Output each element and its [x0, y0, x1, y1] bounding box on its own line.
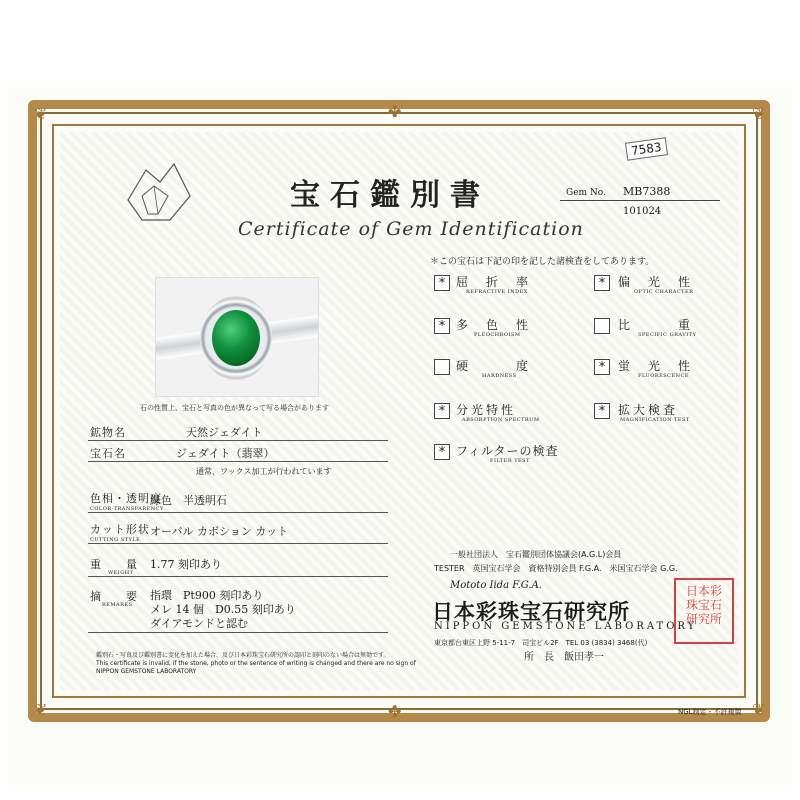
- certificate-title: 宝石鑑別書: [290, 178, 490, 213]
- test-label: 比 重: [618, 318, 694, 332]
- test-label-en: SPECIFIC GRAVITY: [638, 332, 697, 338]
- detail-value: 1.77 刻印あり: [150, 558, 222, 571]
- detail-value: ダイアモンドと認む: [150, 617, 249, 630]
- test-label: 偏 光 性: [618, 275, 694, 289]
- gem-photo: [155, 277, 319, 397]
- corner-ornament-icon: ❦: [752, 700, 766, 719]
- tester-line: TESTER 英国宝石学会 資格特別会員 F.G.A. 米国宝石学会 G.G.: [434, 564, 678, 573]
- corner-ornament-icon: ❦: [752, 104, 766, 123]
- test-checkbox: *: [434, 444, 450, 460]
- row-line: [88, 461, 388, 462]
- test-checkbox: *: [594, 359, 610, 375]
- laboratory-address: 東京都台東区上野 5-11-7 司宝ビル2F TEL 03 (3834) 3468(代): [434, 639, 648, 647]
- detail-label: 摘 要: [90, 590, 138, 603]
- laboratory-name-jp: 日本彩珠宝石研究所: [432, 600, 630, 624]
- test-label: 多 色 性: [456, 318, 532, 332]
- photo-note: 石の性質上、宝石と写真の色が異なって写る場合があります: [140, 404, 329, 412]
- test-label-en: MAGNIFICATION TEST: [620, 417, 690, 423]
- jade-cabochon: [212, 310, 260, 366]
- row-line: [88, 512, 388, 513]
- director-name: 所 長 飯田孝一: [524, 652, 604, 663]
- detail-label-en: CUTTING STYLE: [90, 537, 141, 543]
- tests-heading: ＊この宝石は下記の印を記した諸検査をしてあります。: [430, 257, 655, 267]
- detail-value: 指環 Pt900 刻印あり: [150, 589, 264, 602]
- footer-note: NGL制定・不許複製: [678, 708, 742, 716]
- test-label-en: FLUORESCENCE: [638, 373, 689, 379]
- detail-label: 鉱物名: [90, 426, 126, 439]
- signature: Mototo Iida F.G.A.: [450, 580, 542, 591]
- gem-no-value: MB7388: [623, 185, 671, 198]
- detail-label: 宝石名: [90, 447, 126, 460]
- row-line: [88, 576, 388, 577]
- test-label-en: PLEOCHROISM: [474, 332, 521, 338]
- corner-ornament-icon: ❦: [34, 700, 48, 719]
- test-label-en: HARDNESS: [482, 373, 517, 379]
- disclaimer-line: This certificate is invalid, if the stone, photo or the sentence of writing is changed and there are no sign of: [96, 660, 416, 667]
- gem-illustration-icon: [118, 160, 198, 224]
- detail-label: カット形状: [90, 523, 150, 536]
- row-line: [88, 632, 388, 633]
- test-label-en: OPTIC CHARACTER: [634, 289, 694, 295]
- seal-text: 日本彩珠宝石研究所: [685, 584, 722, 626]
- laboratory-seal: [674, 578, 734, 644]
- corner-ornament-icon: ❦: [34, 104, 48, 123]
- test-label: 分光特性: [456, 403, 517, 417]
- test-checkbox: *: [434, 275, 450, 291]
- detail-note: 通常、ワックス加工が行われています: [196, 467, 332, 476]
- detail-value: メレ 14 個 D0.55 刻印あり: [150, 603, 296, 616]
- test-label: 硬 度: [456, 359, 532, 373]
- top-ornament-icon: ✤: [388, 102, 402, 121]
- test-checkbox: *: [434, 403, 450, 419]
- test-checkbox: *: [594, 275, 610, 291]
- row-line: [88, 543, 388, 544]
- test-checkbox: *: [434, 318, 450, 334]
- detail-label: 重 量: [90, 558, 138, 571]
- disclaimer: [96, 652, 416, 676]
- association-line: 一般社団法人 宝石鑑別団体協議会(A.G.L)会員: [450, 550, 622, 559]
- handwritten-number: 7583: [625, 137, 668, 160]
- disclaimer-line: 鑑別石・写真及び鑑別書に変化を加えた場合、及び日本彩珠宝石研究所の認印と刻印のない場合は無効です。: [96, 652, 390, 659]
- test-label-en: ABSORPTION SPECTRUM: [462, 417, 540, 423]
- row-line: [88, 440, 388, 441]
- detail-value: 天然ジェダイト: [186, 426, 263, 439]
- test-label: 拡大検査: [618, 403, 679, 417]
- bottom-ornament-icon: ✤: [388, 702, 402, 721]
- detail-label-en: WEIGHT: [108, 570, 134, 576]
- certificate-subtitle: Certificate of Gem Identification: [238, 218, 584, 240]
- test-label-en: REFRACTIVE INDEX: [466, 289, 528, 295]
- laboratory-name-en: NIPPON GEMSTONE LABORATORY: [434, 621, 698, 632]
- detail-value: オーバル カボション カット: [150, 525, 289, 538]
- test-label: 屈 折 率: [456, 275, 532, 289]
- test-checkbox-empty: [594, 318, 610, 334]
- test-label: フィルターの検査: [456, 444, 559, 458]
- detail-value: ジェダイト（翡翠）: [176, 447, 275, 460]
- test-label-en: FILTER TEST: [490, 458, 530, 464]
- test-checkbox: *: [594, 403, 610, 419]
- serial-number: 101024: [623, 206, 662, 217]
- detail-label: 色相・透明度: [90, 492, 162, 505]
- detail-label-en: REMARKS: [102, 602, 133, 608]
- gem-no-underline: [560, 200, 720, 201]
- gem-no-label: Gem No.: [566, 188, 606, 198]
- disclaimer-line: NIPPON GEMSTONE LABORATORY: [96, 668, 197, 675]
- test-checkbox-empty: [434, 359, 450, 375]
- detail-label-en: COLOR·TRANSPARENCY: [90, 506, 164, 512]
- test-label: 蛍 光 性: [618, 359, 694, 373]
- detail-value: 緑色 半透明石: [150, 494, 227, 507]
